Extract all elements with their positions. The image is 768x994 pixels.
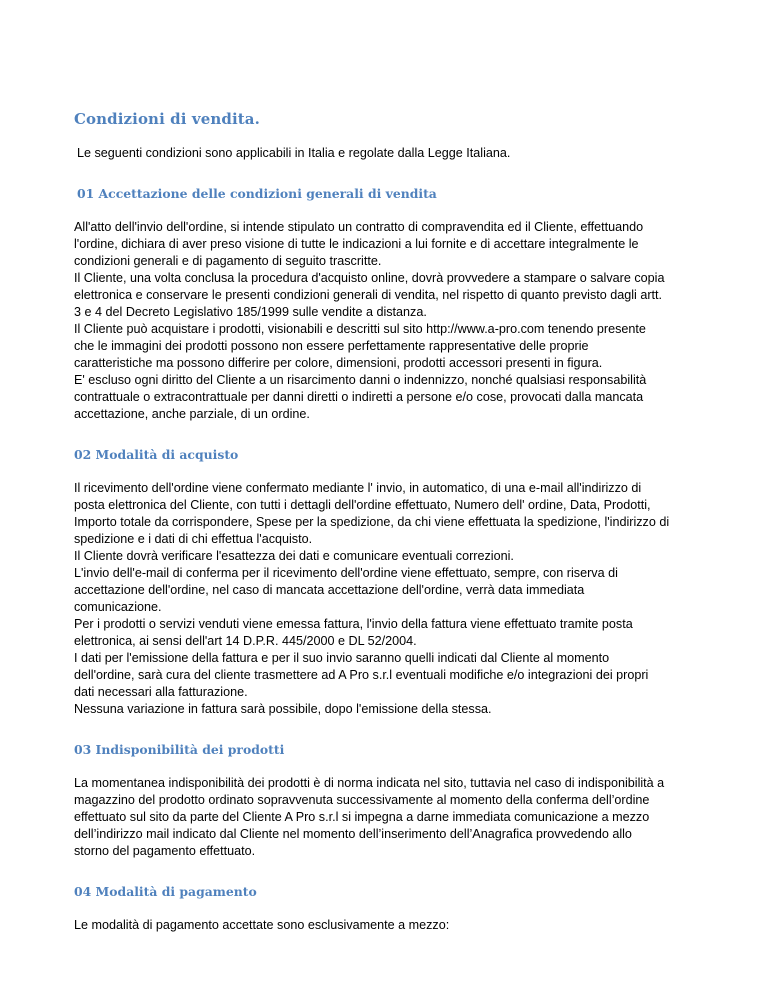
text-line: Il Cliente dovrà verificare l'esattezza dei dati e comunicare eventuali correzioni. bbox=[74, 549, 514, 563]
text-line: condizioni generali e di pagamento di seguito trascritte. bbox=[74, 254, 382, 268]
text-line: dell'ordine, sarà cura del cliente trasmettere ad A Pro s.r.l eventuali modifiche e/o integrazioni dei propri bbox=[74, 668, 649, 682]
text-line: Importo totale da corrispondere, Spese per la spedizione, da chi viene effettuata la spedizione, l'indirizzo di bbox=[74, 515, 670, 529]
text-line: accettazione dell'ordine, nel caso di mancata accettazione dell'ordine, verrà data immediata bbox=[74, 583, 585, 597]
text-line: elettronica, ai sensi dell'art 14 D.P.R. 445/2000 e DL 52/2004. bbox=[74, 634, 417, 648]
text-line: contrattuale o extracontrattuale per danni diretti o indiretti a persone e/o cose, provocati dalla mancata bbox=[74, 390, 644, 404]
section-body-01 bbox=[74, 219, 728, 423]
text-line: 3 e 4 del Decreto Legislativo 185/1999 sulle vendite a distanza. bbox=[74, 305, 427, 319]
text-line: dell’indirizzo mail indicato dal Cliente nel momento dell’inserimento dell’Anagrafica provvedendo allo bbox=[74, 827, 632, 841]
section-heading-04: 04 Modalità di pagamento bbox=[74, 884, 257, 899]
text-line: Il Cliente, una volta conclusa la procedura d'acquisto online, dovrà provvedere a stampare o salvare copia bbox=[74, 271, 665, 285]
text-line: Le modalità di pagamento accettate sono esclusivamente a mezzo: bbox=[74, 918, 450, 932]
text-line: storno del pagamento effettuato. bbox=[74, 844, 256, 858]
text-line: effettuato sul sito da parte del Cliente A Pro s.r.l si impegna a darne immediata comunicazione a mezzo bbox=[74, 810, 650, 824]
text-line: I dati per l'emissione della fattura e per il suo invio saranno quelli indicati dal Cliente al momento bbox=[74, 651, 610, 665]
text-line: La momentanea indisponibilità dei prodotti è di norma indicata nel sito, tuttavia nel caso di indisponibilità a bbox=[74, 776, 665, 790]
text-line: dati necessari alla fatturazione. bbox=[74, 685, 248, 699]
text-line: accettazione, anche parziale, di un ordine. bbox=[74, 407, 310, 421]
section-body-02 bbox=[74, 480, 728, 718]
text-line: L'invio dell'e-mail di conferma per il ricevimento dell'ordine viene effettuato, sempre, con riserva di bbox=[74, 566, 618, 580]
text-line: Nessuna variazione in fattura sarà possibile, dopo l'emissione della stessa. bbox=[74, 702, 492, 716]
text-line: elettronica e conservare le presenti condizioni generali di vendita, nel rispetto di quanto previsto dagli artt. bbox=[74, 288, 663, 302]
text-line: posta elettronica del Cliente, con tutti i dettagli dell'ordine effettuato, Numero dell' ordine, Data, Prodotti, bbox=[74, 498, 651, 512]
text-line: magazzino del prodotto ordinato sopravvenuta successivamente al momento della conferma dell’ordine bbox=[74, 793, 650, 807]
text-line: Il Cliente può acquistare i prodotti, visionabili e descritti sul sito http://www.a-pro.com tenendo presente bbox=[74, 322, 646, 336]
text-line: Per i prodotti o servizi venduti viene emessa fattura, l'invio della fattura viene effettuato tramite posta bbox=[74, 617, 633, 631]
text-line: spedizione e i dati di chi effettua l'acquisto. bbox=[74, 532, 313, 546]
section-heading-02: 02 Modalità di acquisto bbox=[74, 447, 239, 462]
intro-text: Le seguenti condizioni sono applicabili in Italia e regolate dalla Legge Italiana. bbox=[77, 146, 511, 160]
text-line: che le immagini dei prodotti possono non essere perfettamente rappresentative delle proprie bbox=[74, 339, 589, 353]
section-body-04 bbox=[74, 917, 728, 934]
section-body-03 bbox=[74, 775, 728, 860]
text-line: E' escluso ogni diritto del Cliente a un risarcimento danni o indennizzo, nonché qualsiasi responsabilità bbox=[74, 373, 647, 387]
text-line: caratteristiche ma possono differire per colore, dimensioni, prodotti accessori presenti in figura. bbox=[74, 356, 603, 370]
text-line: l'ordine, dichiara di aver preso visione di tutte le indicazioni a lui fornite e di accettare integralmente le bbox=[74, 237, 639, 251]
section-heading-01: 01 Accettazione delle condizioni generali di vendita bbox=[77, 186, 437, 201]
text-line: Il ricevimento dell'ordine viene confermato mediante l' invio, in automatico, di una e-mail all'indirizzo di bbox=[74, 481, 642, 495]
page-title: Condizioni di vendita. bbox=[74, 110, 260, 128]
text-line: comunicazione. bbox=[74, 600, 162, 614]
text-line: All'atto dell'invio dell'ordine, si intende stipulato un contratto di compravendita ed il Cliente, effettuando bbox=[74, 220, 644, 234]
section-heading-03: 03 Indisponibilità dei prodotti bbox=[74, 742, 285, 757]
